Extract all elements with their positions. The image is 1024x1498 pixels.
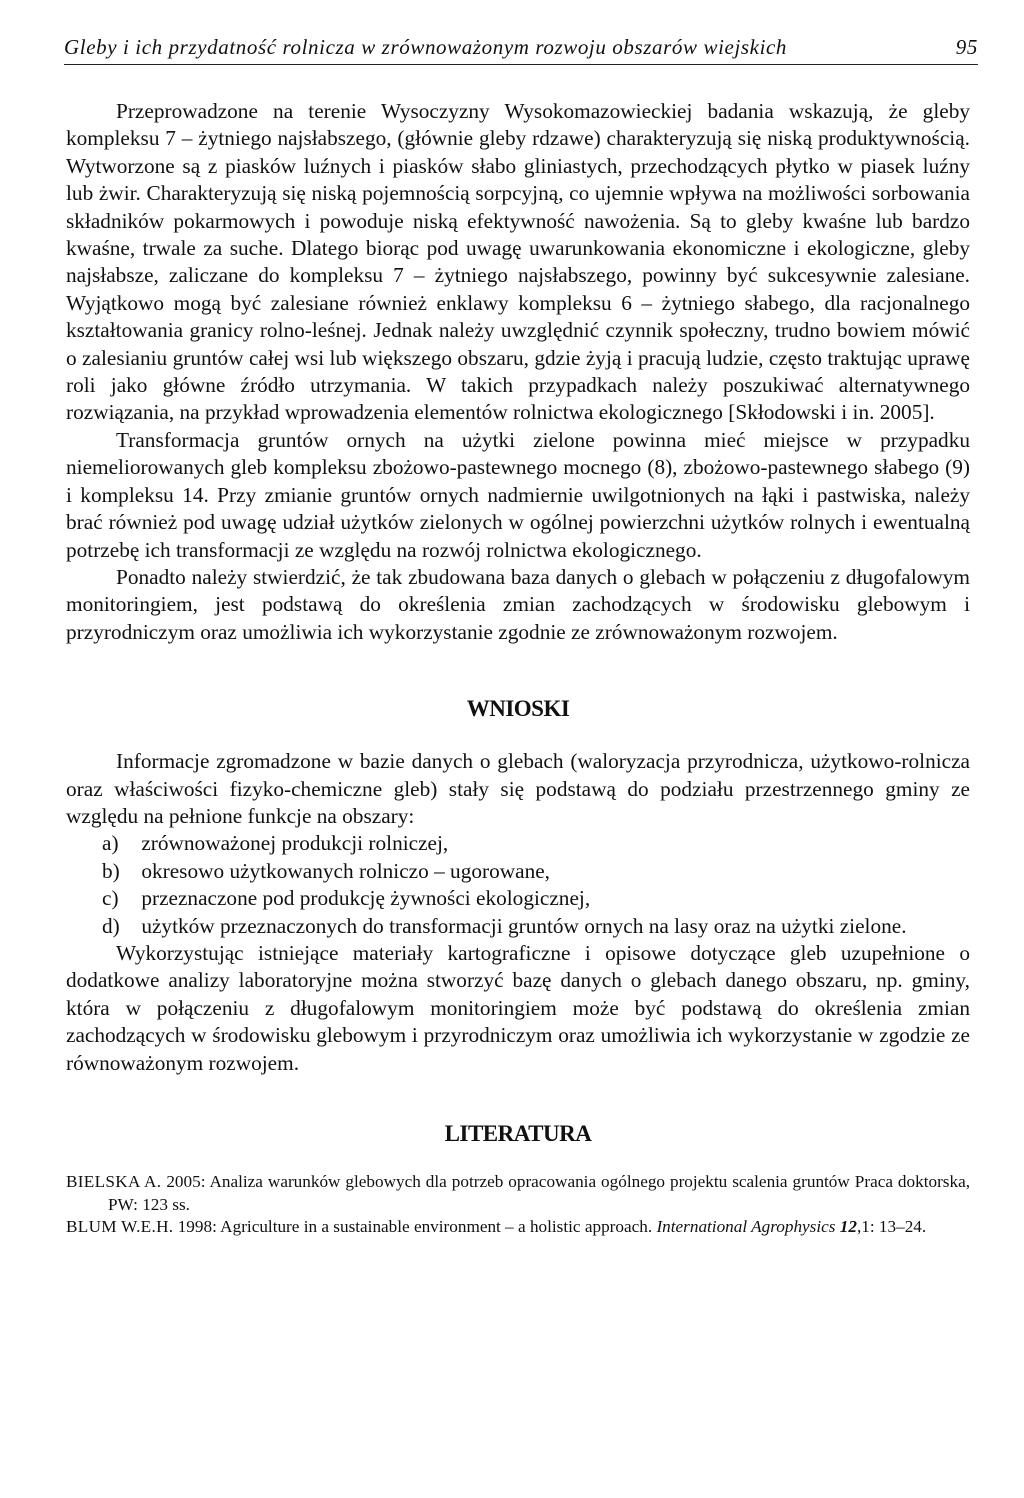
paragraph-afforestation: Przeprowadzone na terenie Wysoczyzny Wysokomazowieckiej badania wskazują, że gleby kompleksu 7 – żytniego najsłabszego, (głównie gleby rdzawe) charakteryzują się niską produktywnością. Wytworzone są z piasków luźnych i piasków słabo gliniastych, przechodzących płytko w piasek luźny lub żwir. Charakteryzują się niską pojemnością sorpcyjną, co ujemnie wpływa na możliwości sorbowania składników pokarmowych i powoduje niską efektywność nawożenia. Są to gleby kwaśne lub bardzo kwaśne, trwale za suche. Dlatego biorąc pod uwagę uwarunkowania ekonomiczne i ekologiczne, gleby najsłabsze, zaliczane do kompleksu 7 – żytniego najsłabszego, powinny być sukcesywnie zalesiane. Wyjątkowo mogą być zalesiane również enklawy kompleksu 6 – żytniego słabego, dla racjonalnego kształtowania granicy rolno-leśnej. Jednak należy uwzględnić czynnik społeczny, trudno bowiem mówić o zalesianiu gruntów całej wsi lub większego obszaru, gdzie żyją i pracują ludzie, często traktując uprawę roli jako główne źródło utrzymania. W takich przypadkach należy poszukiwać alternatywnego rozwiązania, na przykład wprowadzenia elementów rolnictwa ekologicznego [Skłodowski i in. 2005].: [66, 99, 970, 425]
reference-list: [66, 1171, 970, 1239]
reference-bielska: [66, 1171, 970, 1216]
section-heading-literatura: LITERATURA: [444, 1121, 592, 1146]
running-head-title: Gleby i ich przydatność rolnicza w zrównoważonym rozwoju obszarów wiejskich: [64, 35, 788, 59]
list-item-marker: d): [102, 913, 120, 938]
paragraph-grassland-transformation: Transformacja gruntów ornych na użytki zielone powinna mieć miejsce w przypadku niemeliorowanych gleb kompleksu zbożowo-pastewnego mocnego (8), zbożowo-pastewnego słabego (9) i kompleksu 14. Przy zmianie gruntów ornych nadmiernie uwilgotnionych na łąki i pastwiska, należy brać również pod uwagę udział użytków zielonych w ogólnej powierzchni użytków rolnych i ewentualną potrzebę ich transformacji ze względu na rozwój rolnictwa ekologicznego.: [66, 427, 970, 562]
list-item: [66, 858, 970, 885]
paragraph-database-monitoring: Ponadto należy stwierdzić, że tak zbudowana baza danych o glebach w połączeniu z długofalowym monitoringiem, jest podstawą do określenia zmian zachodzących w środowisku glebowym i przyrodniczym oraz umożliwia ich wykorzystanie zgodnie ze zrównoważonym rozwojem.: [66, 564, 970, 644]
conclusions-intro: Informacje zgromadzone w bazie danych o glebach (waloryzacja przyrodnicza, użytkowo-rolnicza oraz właściwości fizyko-chemiczne gleb) stały się podstawą do podziału przestrzennego gminy ze względu na pełnione funkcje na obszary:: [66, 749, 970, 828]
conclusions-closing: Wykorzystując istniejące materiały kartograficzne i opisowe dotyczące gleb uzupełnione o dodatkowe analizy laboratoryjne można stworzyć bazę danych o glebach danego obszaru, np. gminy, która w połączeniu z długofalowym monitoringiem może być podstawą do określenia zmian zachodzących w środowisku glebowym i przyrodniczym oraz umożliwia ich wykorzystanie w zgodzie ze równoważonym rozwojem.: [66, 940, 970, 1075]
reference-author: BIELSKA A.: [66, 1172, 162, 1191]
list-item-text: przeznaczone pod produkcję żywności ekologicznej,: [141, 886, 591, 911]
list-item-marker: b): [102, 858, 120, 883]
list-item: [66, 885, 970, 912]
reference-issue-pages: ,1: 13–24.: [856, 1217, 927, 1236]
reference-text: 1998: Agriculture in a sustainable environment – a holistic approach.: [177, 1217, 653, 1236]
list-item-text: okresowo użytkowanych rolniczo – ugorowane,: [141, 858, 550, 883]
list-item-text: zrównoważonej produkcji rolniczej,: [141, 831, 449, 856]
page-number: 95: [955, 35, 978, 59]
list-item-marker: c): [102, 886, 119, 911]
reference-author: BLUM W.E.H.: [66, 1217, 174, 1236]
list-item-marker: a): [102, 831, 119, 856]
conclusions-list: [66, 830, 970, 940]
list-item: [66, 830, 970, 857]
list-item: [66, 913, 970, 940]
article-body: [66, 98, 970, 1239]
list-item-text: użytków przeznaczonych do transformacji gruntów ornych na lasy oraz na użytki zielone.: [141, 913, 907, 938]
reference-volume: 12: [839, 1217, 857, 1236]
reference-journal: International Agrophysics: [656, 1217, 836, 1236]
section-heading-wnioski: WNIOSKI: [466, 696, 570, 722]
reference-text: 2005: Analiza warunków glebowych dla potrzeb opracowania ogólnego projektu scalenia gruntów Praca doktorska, PW: 123 ss.: [108, 1172, 970, 1214]
reference-blum: [66, 1216, 970, 1239]
running-head: [64, 34, 978, 65]
